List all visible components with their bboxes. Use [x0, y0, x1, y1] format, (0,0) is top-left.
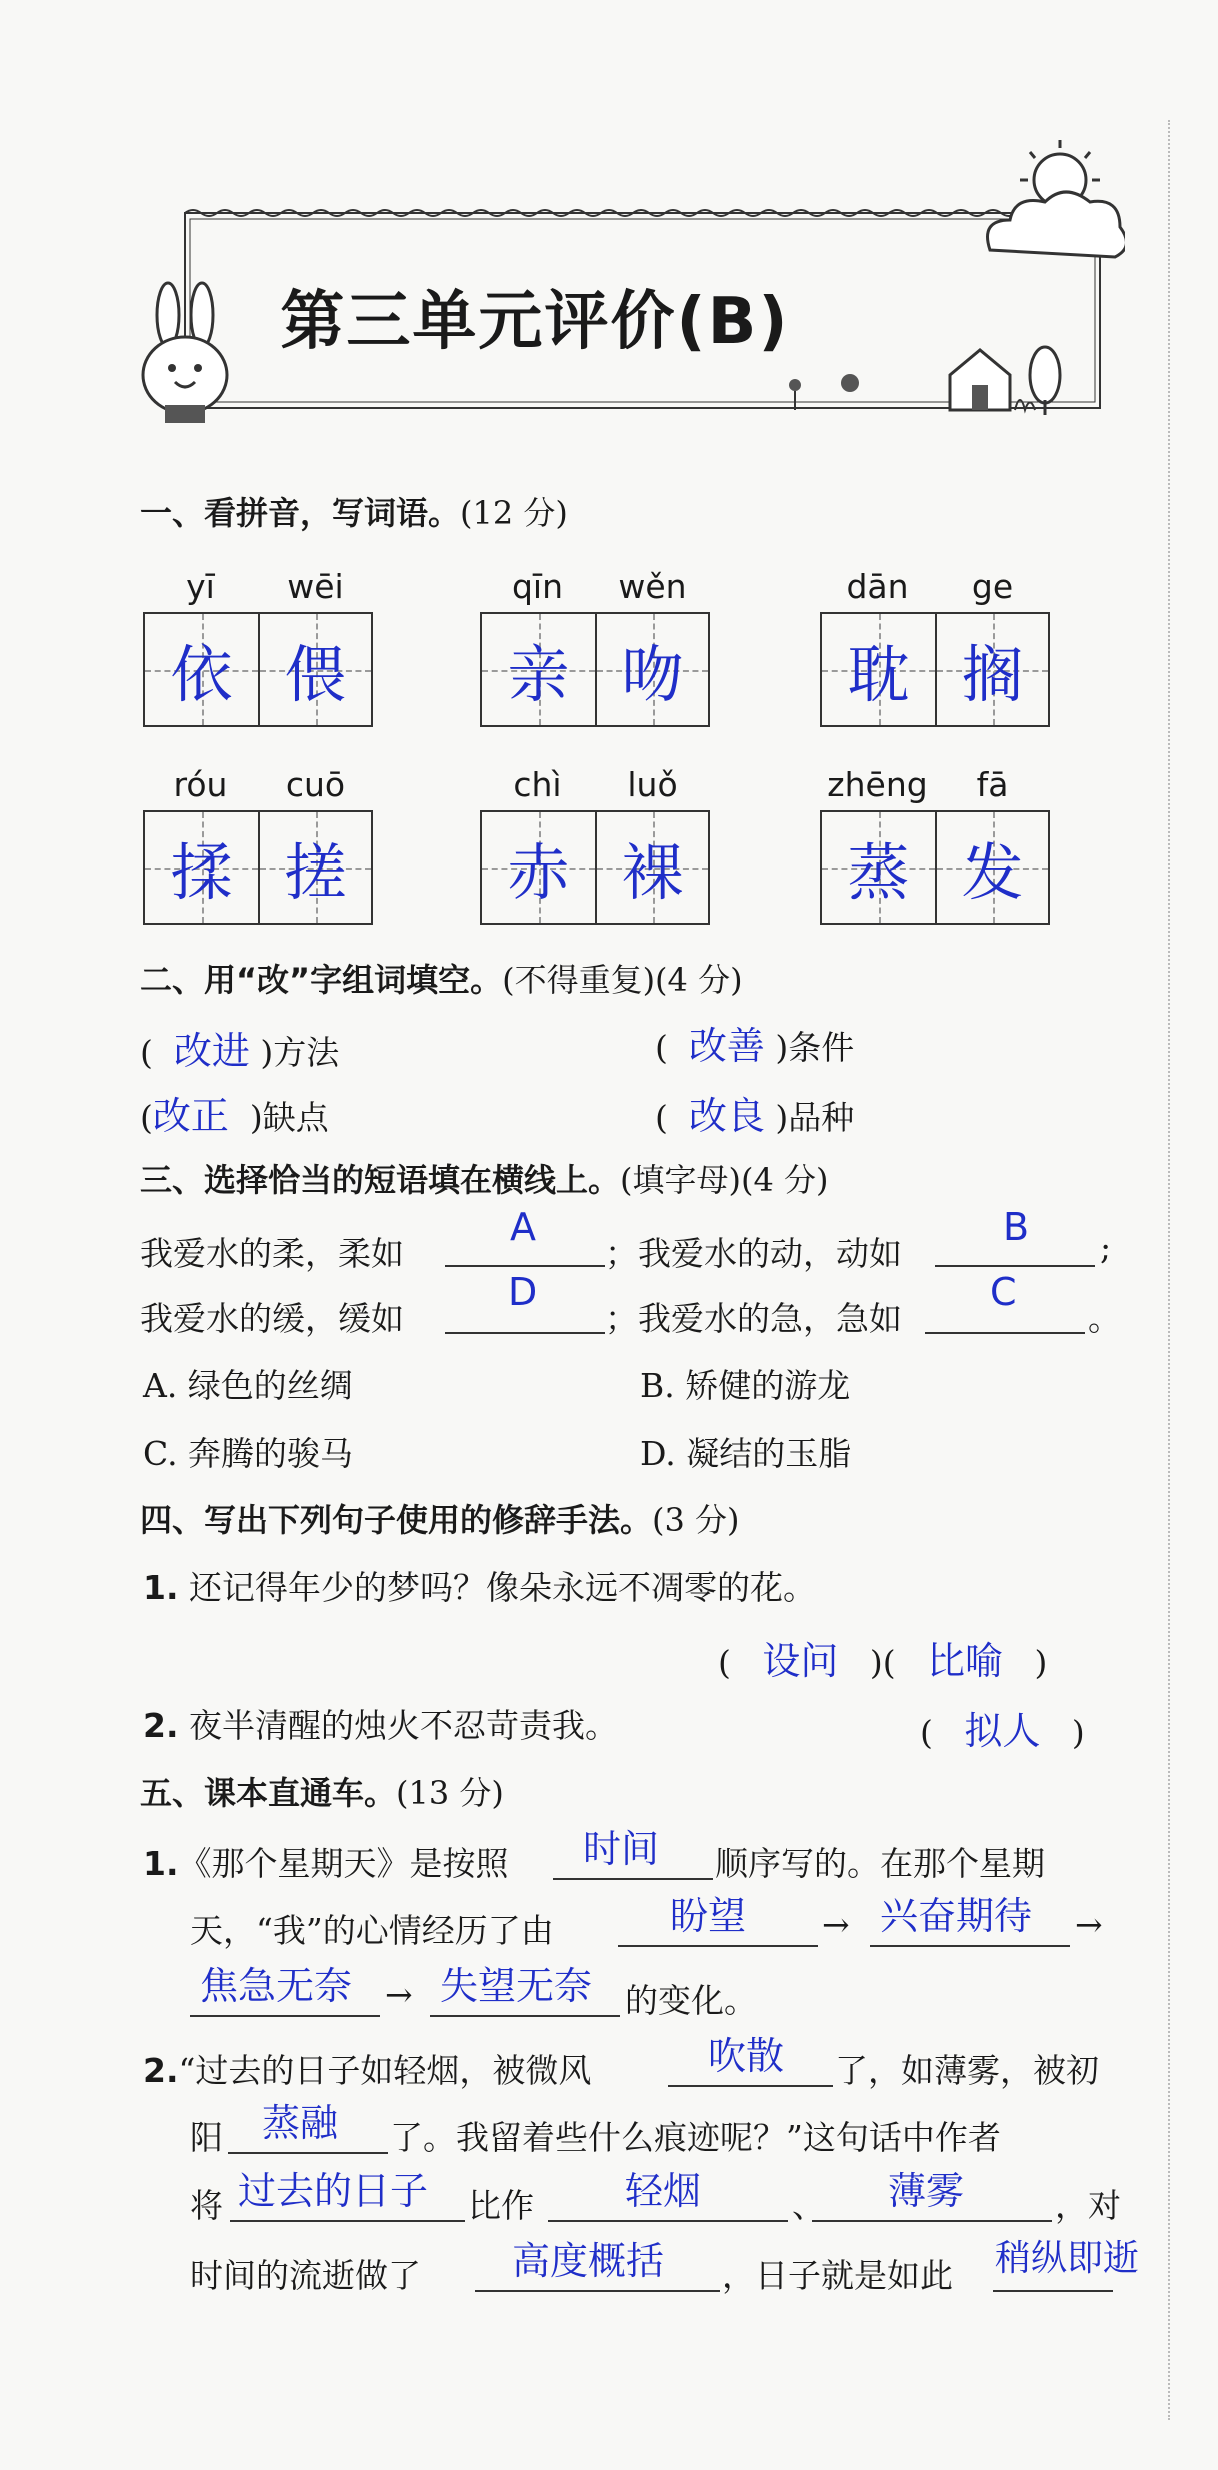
pinyin: luǒ	[627, 765, 678, 804]
arrow: →	[1075, 1905, 1103, 1944]
answer-text: 高度概括	[512, 2239, 665, 2283]
question-text: 比作	[468, 2186, 534, 2225]
sentence-text: ；我爱水的急，急如	[605, 1299, 902, 1338]
answer-bracket: ( 设问 )( 比喻 )	[718, 1639, 1048, 1683]
answer-line	[445, 1265, 605, 1267]
answer-letter: C	[990, 1270, 1017, 1314]
question-text: 1.《那个星期天》是按照	[143, 1844, 509, 1883]
punctuation: ;	[1100, 1228, 1112, 1267]
answer-text: 盼望	[670, 1894, 747, 1938]
answer-char: 偎	[284, 638, 347, 711]
pinyin: wēi	[287, 567, 344, 606]
answer-line	[548, 2220, 788, 2222]
question-text: 阳	[190, 2118, 223, 2157]
question-text: ，对	[1055, 2186, 1121, 2225]
question-text: 了。我留着些什么痕迹呢？”这句话中作者	[390, 2118, 1001, 2157]
answer-line	[553, 1878, 713, 1880]
answer-text: 蒸融	[262, 2101, 339, 2145]
question-text: ，日子就是如此	[722, 2256, 953, 2295]
answer-char: 搓	[284, 836, 347, 909]
answer-line	[230, 2220, 465, 2222]
house-tree-icon	[940, 320, 1110, 420]
flower-icon	[780, 365, 880, 415]
tianzige-grid	[820, 612, 1050, 727]
arrow: →	[385, 1975, 413, 2014]
option: B. 矫健的游龙	[640, 1366, 851, 1405]
tianzige-grid	[143, 612, 373, 727]
pinyin: wěn	[618, 567, 687, 606]
answer-text: 轻烟	[625, 2169, 702, 2213]
option: D. 凝结的玉脂	[640, 1434, 852, 1473]
punctuation: 、	[792, 2186, 825, 2225]
question-text: 顺序写的。在那个星期	[715, 1844, 1045, 1883]
answer-char: 蒸	[847, 836, 910, 909]
answer-line	[935, 1265, 1095, 1267]
answer-text: 兴奋期待	[880, 1894, 1033, 1938]
pinyin: róu	[173, 765, 228, 804]
answer-char: 发	[961, 836, 1024, 909]
section2-heading: 二、用“改”字组词填空。(不得重复)(4 分)	[140, 961, 743, 999]
answer-letter: B	[1003, 1205, 1030, 1249]
answer-bracket: ( 拟人 )	[920, 1709, 1085, 1753]
question-text: 天，“我”的心情经历了由	[190, 1911, 554, 1950]
section1-heading: 一、看拼音，写词语。(12 分)	[140, 494, 568, 532]
answer-line	[430, 2015, 620, 2017]
answer-text: 失望无奈	[440, 1964, 593, 2008]
option: A. 绿色的丝绸	[143, 1366, 353, 1405]
answer-line	[812, 2220, 1052, 2222]
answer-char: 裸	[621, 836, 684, 909]
sun-cloud-icon	[975, 130, 1125, 290]
pinyin: cuō	[285, 765, 346, 804]
section4-heading: 四、写出下列句子使用的修辞手法。(3 分)	[140, 1501, 740, 1539]
answer-char: 耽	[847, 638, 910, 711]
fill-item: ( 改进 )方法	[140, 1029, 340, 1073]
answer-text: 稍纵即逝	[995, 2238, 1140, 2279]
answer-text: 吹散	[708, 2034, 785, 2078]
pinyin: qīn	[511, 567, 564, 606]
sentence-text: 我爱水的缓，缓如	[140, 1299, 404, 1338]
pinyin: zhēng	[827, 765, 928, 804]
fill-item: ( 改良 )品种	[655, 1094, 855, 1138]
answer-line	[925, 1332, 1085, 1334]
tianzige-grid	[480, 612, 710, 727]
punctuation: 。	[1088, 1299, 1121, 1338]
answer-line	[190, 2015, 380, 2017]
pinyin: dān	[846, 567, 909, 606]
question: 2. 夜半清醒的烛火不忍苛责我。	[143, 1706, 618, 1745]
answer-line	[993, 2290, 1113, 2292]
question-text: 时间的流逝做了	[190, 2256, 421, 2295]
answer-char: 亲	[507, 638, 570, 711]
answer-line	[228, 2152, 388, 2154]
section3-heading: 三、选择恰当的短语填在横线上。(填字母)(4 分)	[140, 1161, 829, 1199]
tianzige-grid	[820, 810, 1050, 925]
pinyin: fā	[976, 765, 1009, 804]
pinyin: ge	[971, 567, 1014, 606]
question-text: 的变化。	[625, 1981, 757, 2020]
answer-char: 依	[170, 638, 233, 711]
answer-text: 时间	[583, 1827, 660, 1871]
question-text: 将	[190, 2186, 223, 2225]
sentence-text: ；我爱水的动，动如	[605, 1234, 902, 1273]
question: 1. 还记得年少的梦吗？像朵永远不凋零的花。	[143, 1568, 816, 1607]
arrow: →	[822, 1905, 850, 1944]
answer-line	[445, 1332, 605, 1334]
margin-dotted-line	[1168, 120, 1170, 2420]
answer-char: 赤	[507, 836, 570, 909]
answer-char: 吻	[621, 638, 684, 711]
answer-letter: D	[508, 1270, 538, 1314]
fill-item: ( 改善 )条件	[655, 1024, 855, 1068]
pinyin: chì	[513, 765, 562, 804]
option: C. 奔腾的骏马	[143, 1434, 354, 1473]
pinyin: yī	[186, 567, 215, 606]
sentence-text: 我爱水的柔，柔如	[140, 1234, 404, 1273]
answer-line	[618, 1945, 818, 1947]
answer-text: 过去的日子	[238, 2169, 429, 2213]
question-text: 2.“过去的日子如轻烟，被微风	[143, 2051, 592, 2090]
question-text: 了，如薄雾，被初	[835, 2051, 1099, 2090]
answer-letter: A	[510, 1205, 536, 1249]
answer-char: 揉	[170, 836, 233, 909]
tianzige-grid	[480, 810, 710, 925]
answer-text: 焦急无奈	[200, 1964, 353, 2008]
section5-heading: 五、课本直通车。(13 分)	[140, 1774, 504, 1812]
fill-item: (改正 )缺点	[140, 1094, 329, 1138]
answer-line	[668, 2085, 833, 2087]
answer-text: 薄雾	[888, 2169, 965, 2213]
answer-line	[870, 1945, 1070, 1947]
answer-char: 搁	[961, 638, 1024, 711]
tianzige-grid	[143, 810, 373, 925]
page-title: 第三单元评价(B)	[280, 285, 790, 359]
answer-line	[475, 2290, 720, 2292]
